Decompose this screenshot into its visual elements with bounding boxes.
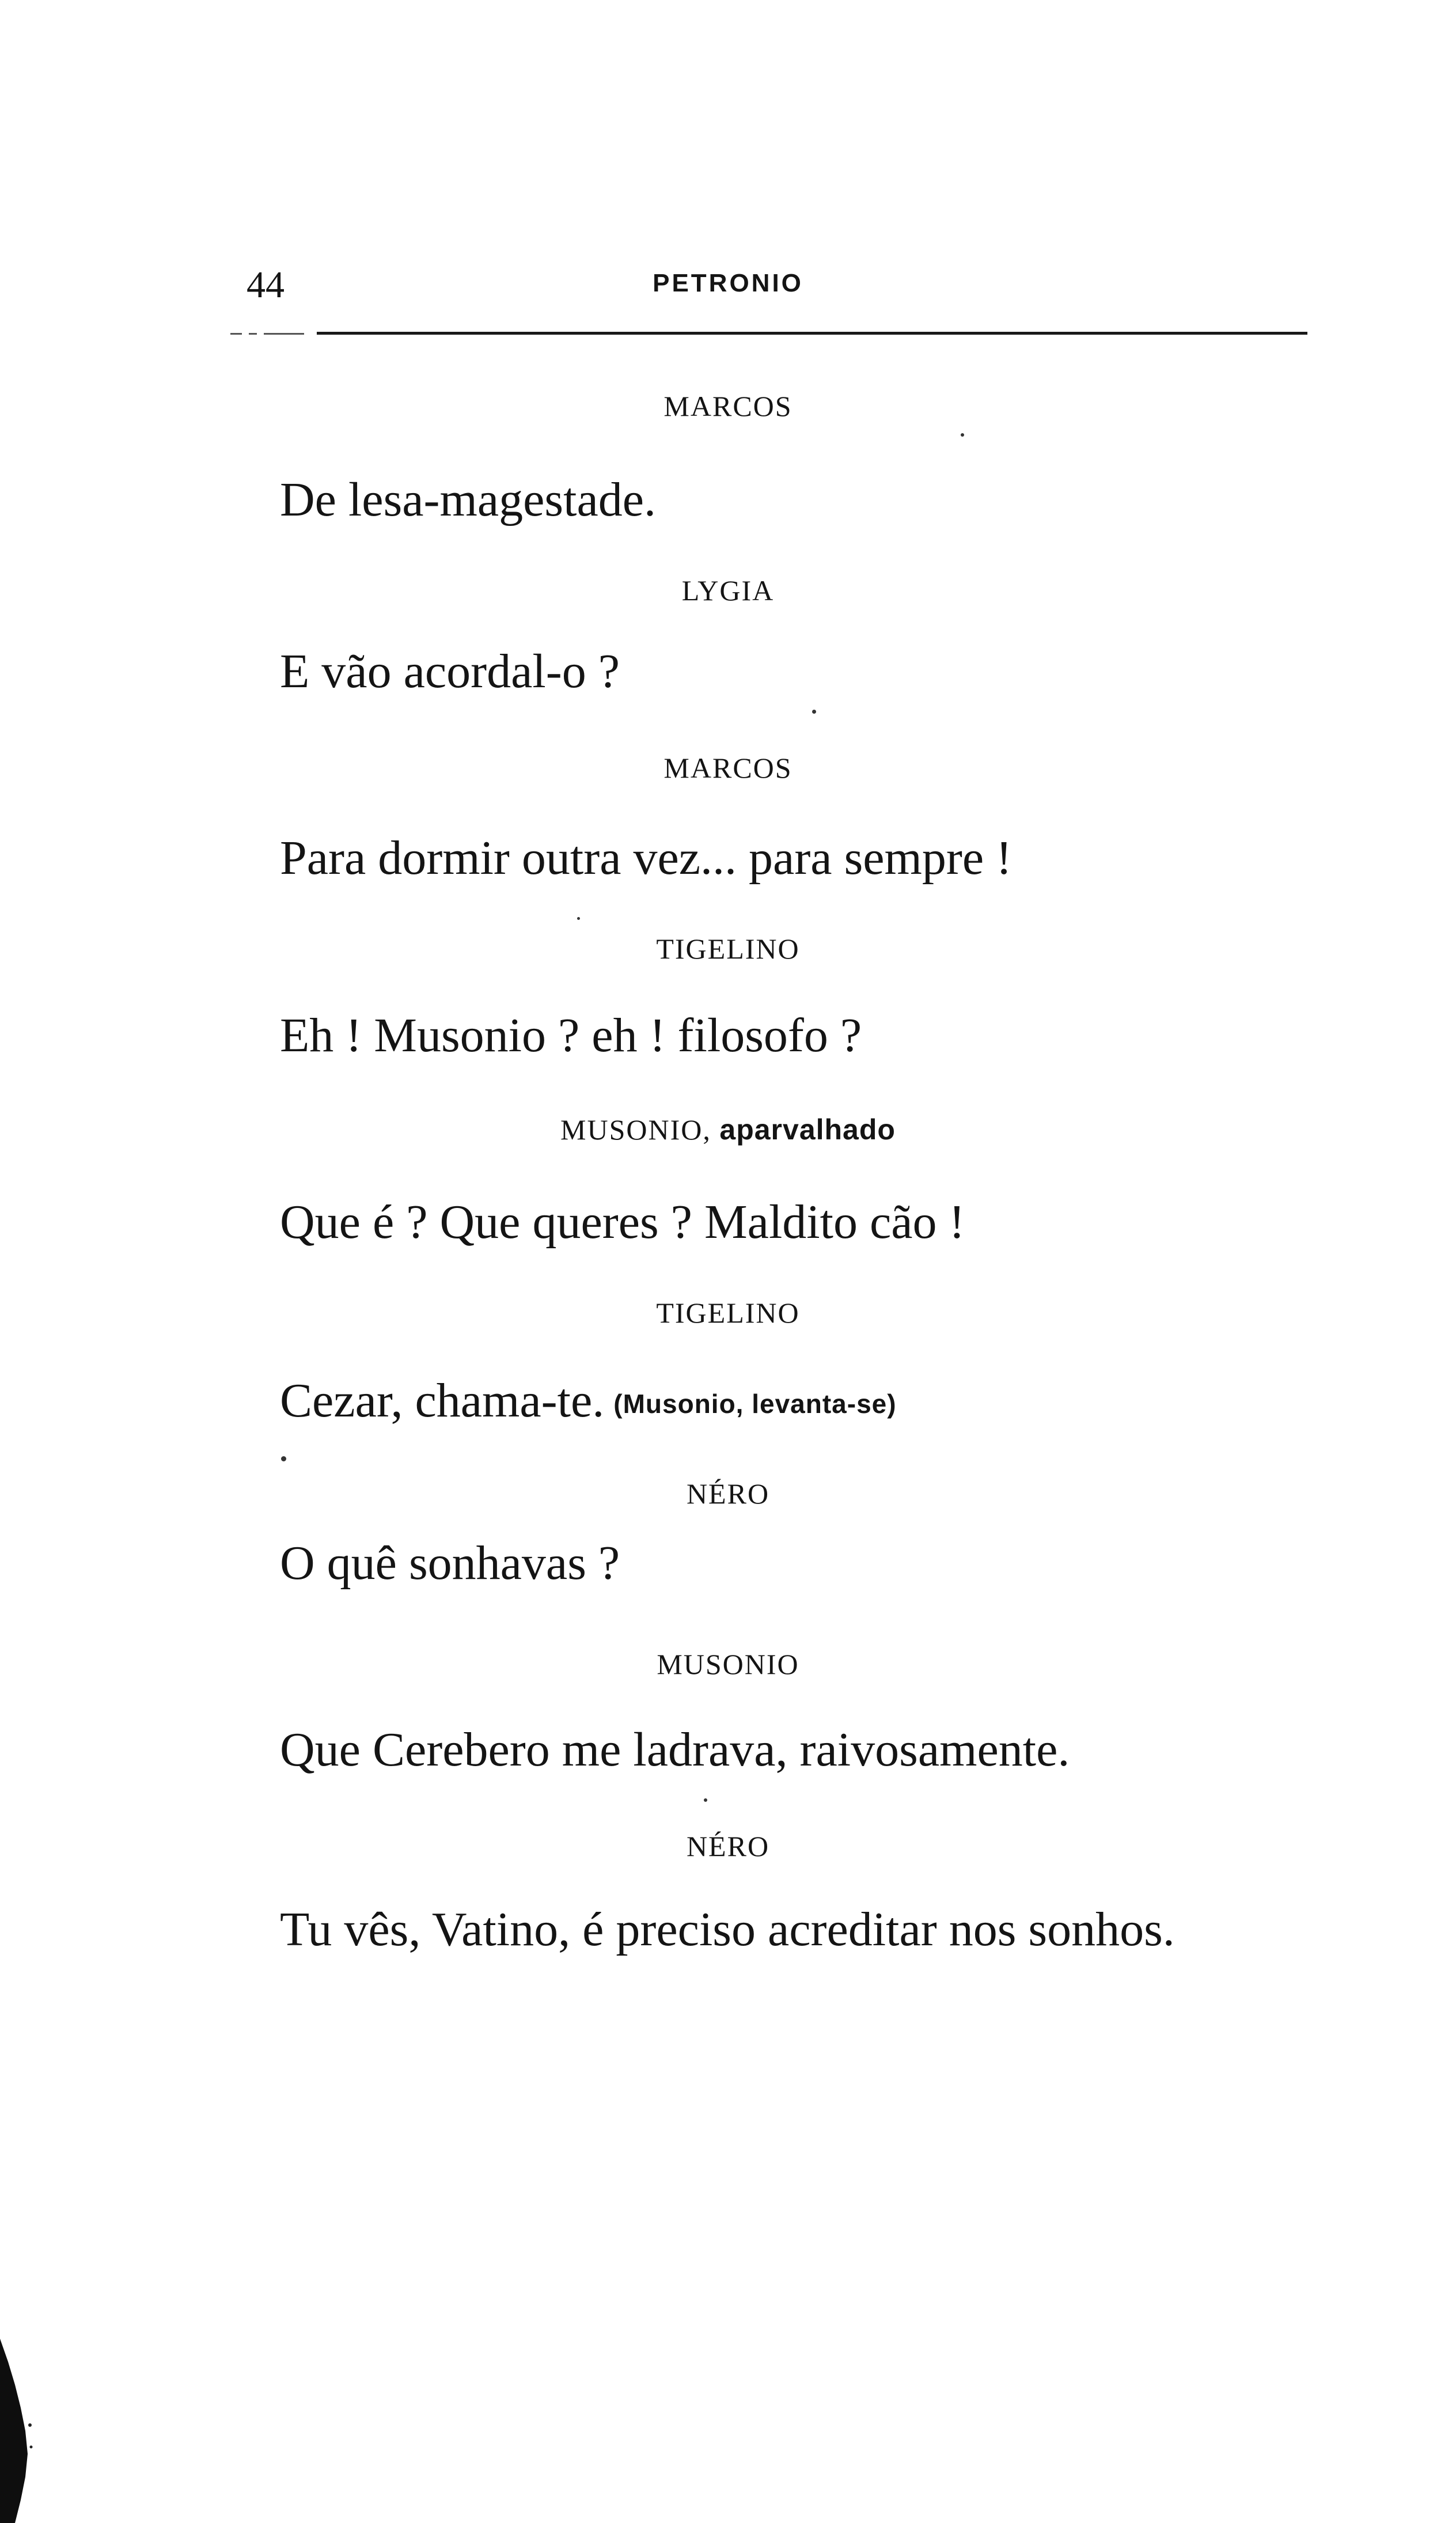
scan-edge-shadow xyxy=(0,2339,35,2523)
ink-speck xyxy=(812,710,816,714)
speaker-name: MARCOS xyxy=(663,390,793,422)
speaker-name: NÉRO xyxy=(686,1478,770,1510)
speaker-name: TIGELINO xyxy=(656,1297,800,1329)
dialogue-line: E vão acordal-o ? xyxy=(280,645,620,698)
speaker-name: MARCOS xyxy=(663,752,793,784)
dialogue-line: Tu vês, Vatino, é preciso acreditar nos sonhos. xyxy=(280,1903,1175,1956)
speaker-stage-direction: aparvalhado xyxy=(719,1113,896,1146)
speaker-name: TIGELINO xyxy=(656,933,800,965)
dialogue-line: Que Cerebero me ladrava, raivosamente. xyxy=(280,1723,1070,1776)
ink-speck xyxy=(577,917,580,920)
dialogue-line: Para dormir outra vez... para sempre ! xyxy=(280,831,1013,885)
speaker-name: NÉRO xyxy=(686,1830,770,1862)
speaker-name: MUSONIO, xyxy=(560,1113,711,1146)
header-rule-stub xyxy=(230,333,242,335)
ink-speck xyxy=(281,1456,286,1461)
ink-speck xyxy=(704,1798,707,1802)
speaker-name: MUSONIO xyxy=(657,1648,799,1680)
speaker-name: LYGIA xyxy=(681,574,775,607)
dialogue-line: O quê sonhavas ? xyxy=(280,1536,620,1590)
dialogue-line: Que é ? Que queres ? Maldito cão ! xyxy=(280,1195,965,1249)
header-rule-stub xyxy=(264,333,304,335)
page-number: 44 xyxy=(247,264,285,306)
stage-direction: (Musonio, levanta-se) xyxy=(613,1389,897,1419)
dialogue-line: De lesa-magestade. xyxy=(280,473,657,526)
ink-speck xyxy=(961,433,964,437)
dialogue-line-with-direction xyxy=(280,1374,897,1427)
header-rule xyxy=(317,332,1307,335)
speaker-with-direction xyxy=(0,1115,1456,1144)
header-rule-stub xyxy=(249,333,257,335)
dialogue-line: Cezar, chama-te. xyxy=(280,1374,605,1427)
dialogue-line: Eh ! Musonio ? eh ! filosofo ? xyxy=(280,1009,862,1062)
running-title: PETRONIO xyxy=(653,269,803,297)
